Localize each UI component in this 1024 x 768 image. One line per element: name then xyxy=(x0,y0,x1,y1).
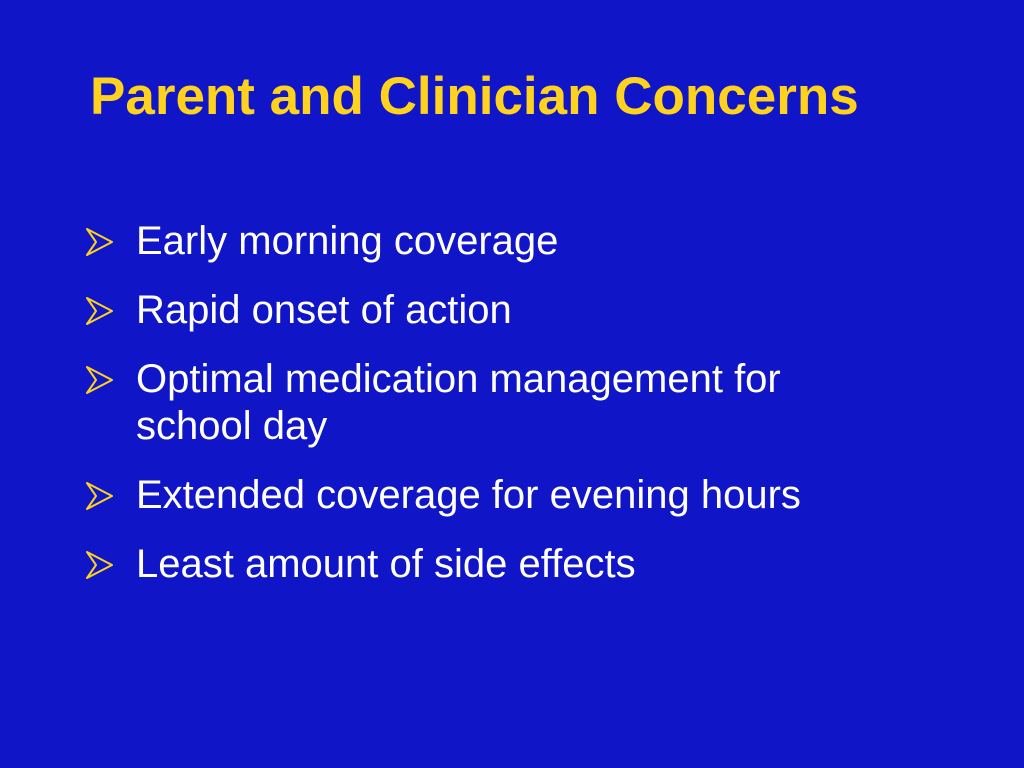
arrowhead-bullet-icon xyxy=(84,550,114,580)
bullet-item xyxy=(84,287,984,334)
slide-title: Parent and Clinician Concerns xyxy=(90,67,859,126)
bullet-text: Extended coverage for evening hours xyxy=(136,473,801,517)
arrowhead-bullet-icon xyxy=(84,227,114,257)
bullet-list xyxy=(84,218,984,610)
bullet-item xyxy=(84,472,984,519)
bullet-item xyxy=(84,356,984,450)
arrowhead-bullet-icon xyxy=(84,481,114,511)
bullet-text: Rapid onset of action xyxy=(136,288,512,332)
arrowhead-bullet-icon xyxy=(84,365,114,395)
arrowhead-bullet-icon xyxy=(84,296,114,326)
bullet-item xyxy=(84,218,984,265)
bullet-text: Optimal medication management for school day xyxy=(136,357,781,448)
bullet-item xyxy=(84,541,984,588)
bullet-text: Early morning coverage xyxy=(136,219,559,263)
bullet-text: Least amount of side effects xyxy=(136,542,636,586)
